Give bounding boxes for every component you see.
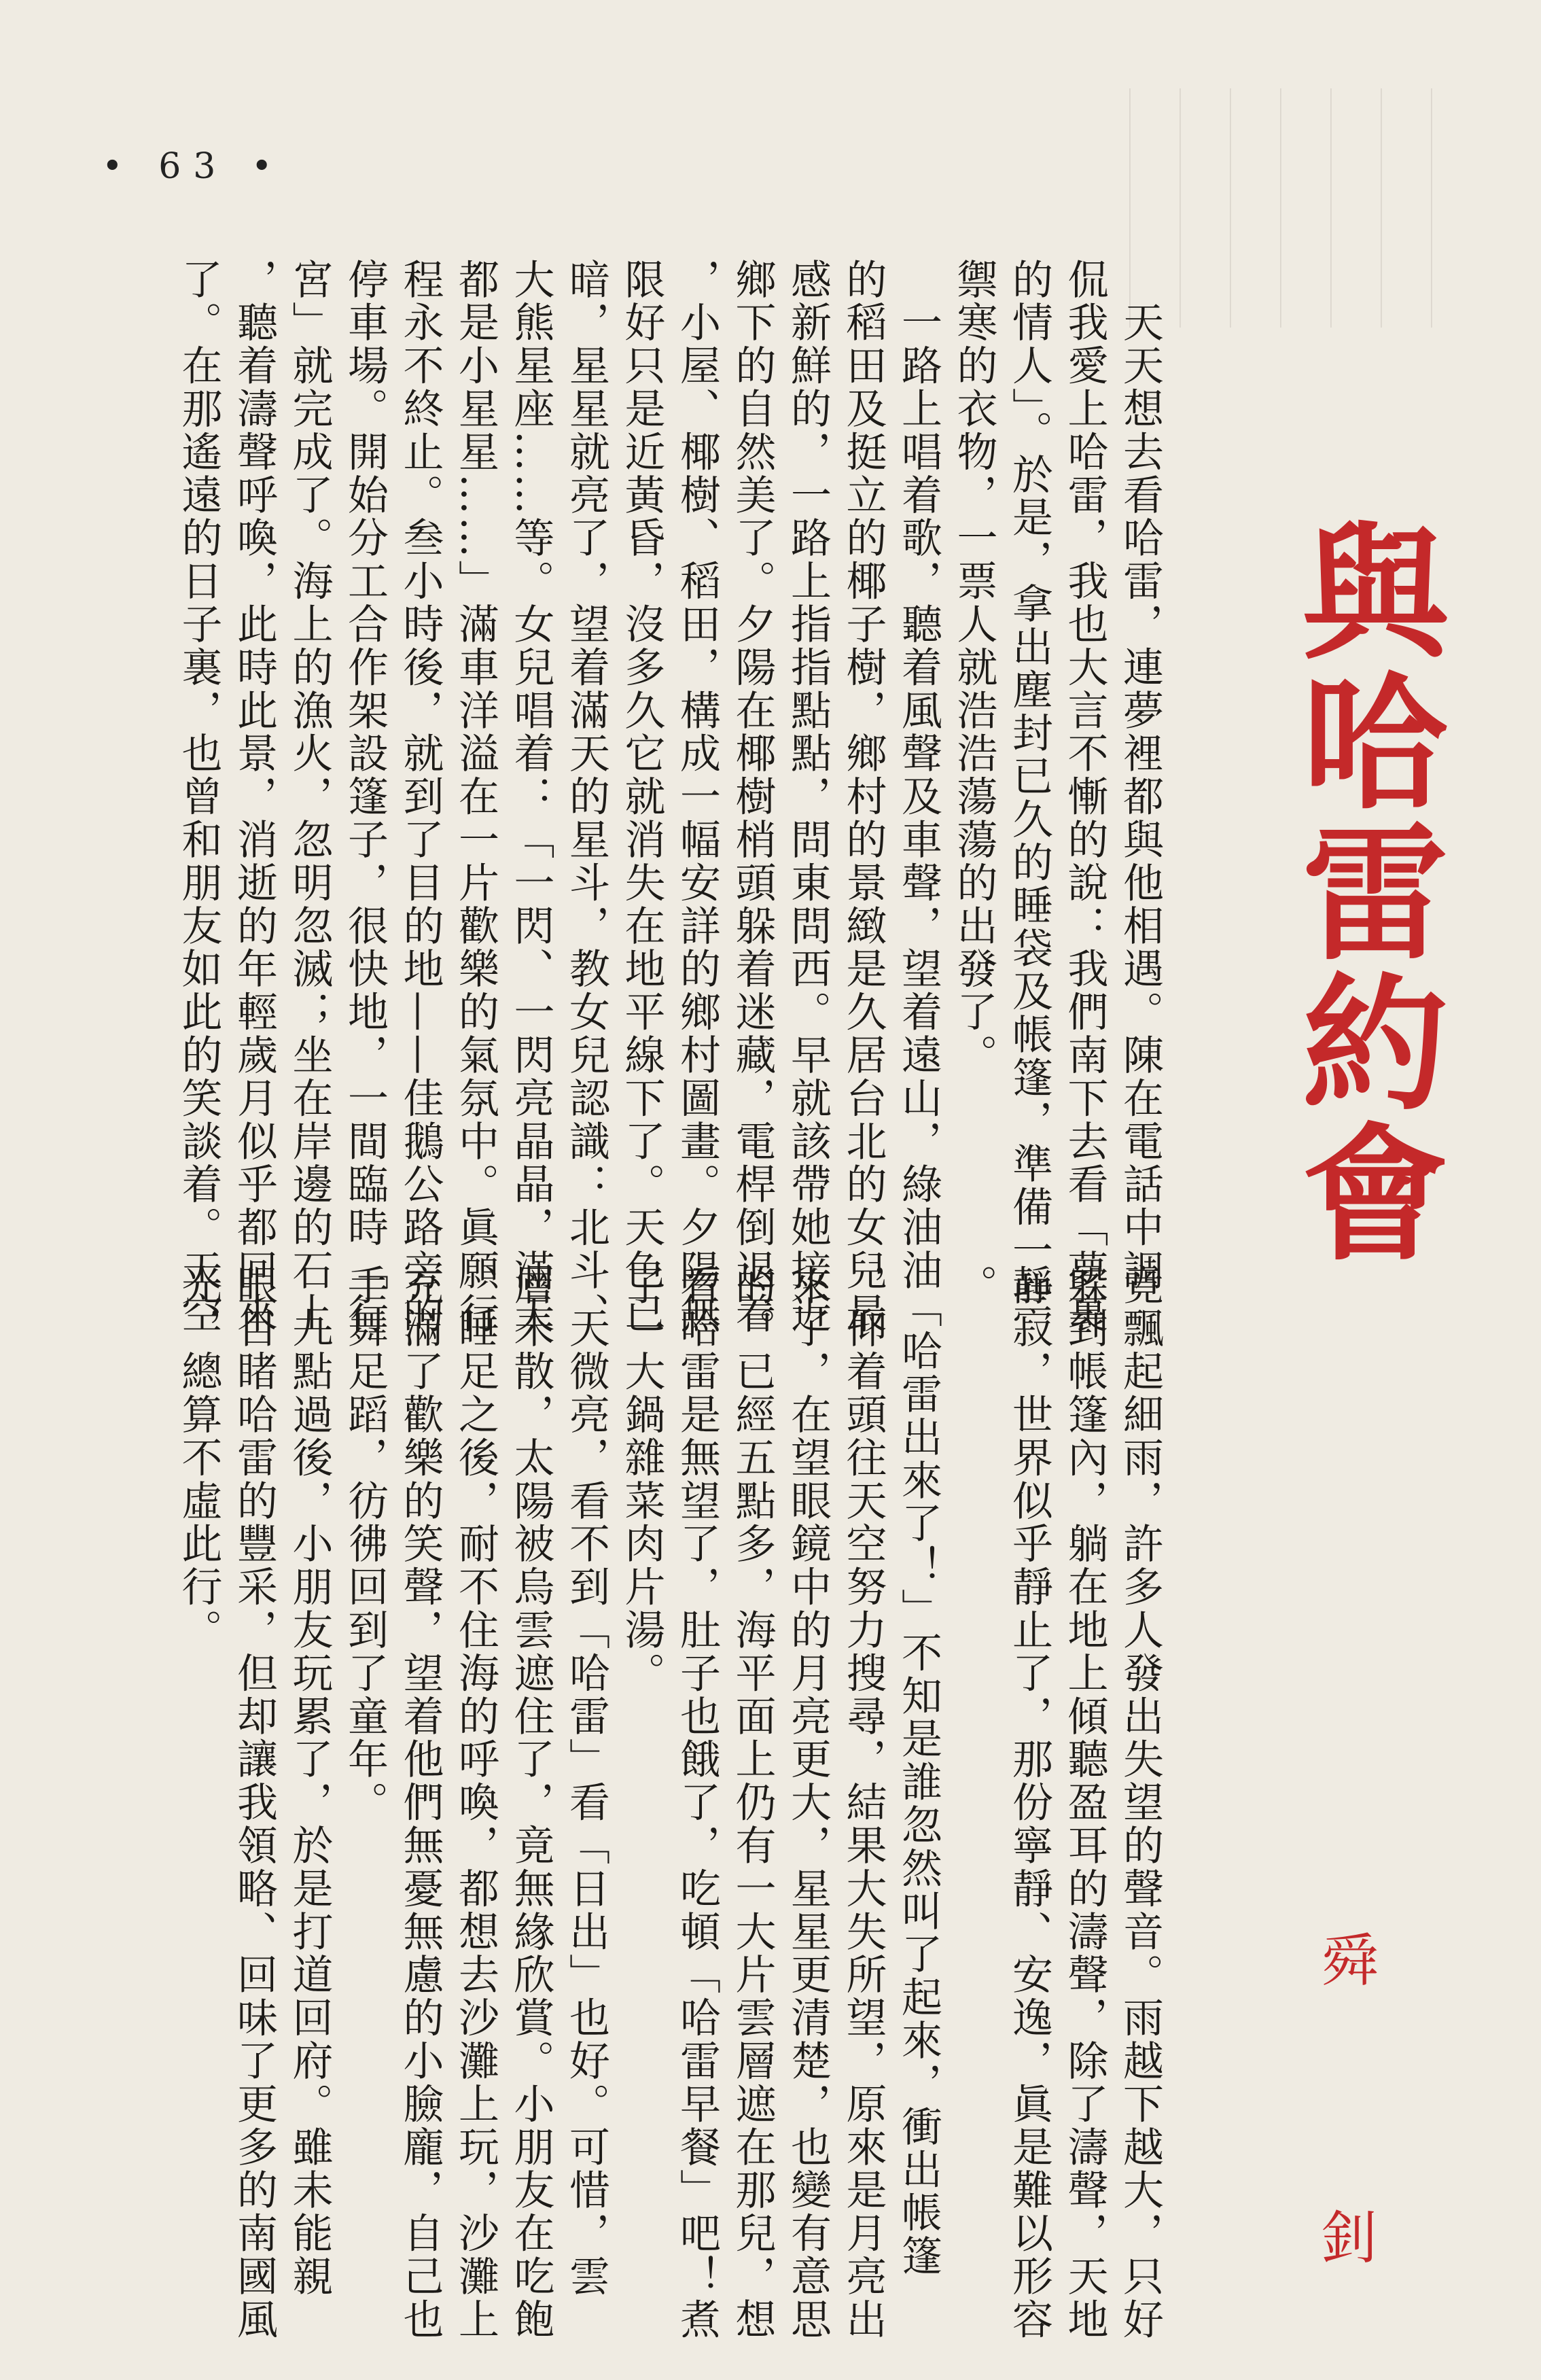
text-column: 、睡足之後，耐不住海的呼喚，都想去沙灘上玩，沙灘上 xyxy=(452,1264,499,2341)
article-body-lower xyxy=(171,1264,1167,2341)
article-title: 與哈雷約會 xyxy=(1278,517,1450,1267)
text-column: 禦寒的衣物，一票人就浩浩蕩蕩的出發了。 xyxy=(950,258,998,1077)
text-column: 了。在那遙遠的日子裏，也曾和朋友如此的笑談着。天空 xyxy=(175,258,223,1335)
bleed-through-texture: ＿＿＿＿＿＿＿＿ ＿＿＿＿＿＿＿＿ ＿＿＿＿＿＿＿＿ ＿＿＿＿＿＿＿＿ ＿＿＿＿＿＿＿＿ ＿＿＿＿＿＿＿＿ ＿＿＿＿＿＿＿＿ xyxy=(1124,88,1460,328)
text-column: ，聽着濤聲呼喚，此時此景，消逝的年輕歲月似乎都回來 xyxy=(230,258,278,1335)
text-column: 限好只是近黃昏，沒多久它就消失在地平線下了。天色已 xyxy=(618,258,666,1335)
text-column: 宮」就完成了。海上的漁火，忽明忽滅；坐在岸邊的石上 xyxy=(285,258,334,1335)
text-column: 光，總算不虛此行。 xyxy=(175,1264,223,1652)
text-column: 一路上唱着歌，聽着風聲及車聲，望着遠山，綠油油 xyxy=(895,258,942,1293)
text-column: 程永不終止。叁小時後，就到了目的地——佳鵝公路旁的 xyxy=(396,258,444,1335)
text-column: 眼目睹哈雷的豐采，但却讓我領略、回味了更多的南國風 xyxy=(230,1264,278,2341)
text-column: 暗，星星就亮了，望着滿天的星斗，教女兒認識：北斗、 xyxy=(563,258,610,1335)
text-column: 侃我愛上哈雷，我也大言不慚的說：我們南下去看「夢裏 xyxy=(1061,258,1109,1335)
text-column: 看哈雷是無望了，肚子也餓了，吃頓「哈雷早餐」吧！煮 xyxy=(673,1264,721,2341)
text-column: 層未散，太陽被烏雲遮住了，竟無緣欣賞。小朋友在吃飽 xyxy=(507,1264,555,2341)
text-column: 天天想去看哈雷，連夢裡都與他相遇。陳在電話中調 xyxy=(1116,258,1164,1293)
text-column: 靜寂，世界似乎靜止了，那份寧靜、安逸，眞是難以形容 xyxy=(1006,1264,1053,2341)
text-column: 的。已經五點多，海平面上仍有一大片雲層遮在那兒，想 xyxy=(728,1264,777,2341)
text-column: 的稻田及挺立的椰子樹，鄉村的景緻是久居台北的女兒最 xyxy=(839,258,887,1335)
text-column: 都是小星星……」滿車洋溢在一片歡樂的氣氛中。眞願行 xyxy=(452,258,499,1335)
text-column: 大熊星座……等。女兒唱着：「一閃、一閃亮晶晶，滿天 xyxy=(507,258,555,1335)
text-column: 竟飄起細雨，許多人發出失望的聲音。雨越下越大，只好 xyxy=(1116,1264,1164,2341)
article-body-upper xyxy=(171,258,1167,1335)
text-column: 天微亮，看不到「哈雷」看「日出」也好。可惜，雲 xyxy=(563,1264,610,2298)
text-column: 了一大鍋雜菜肉片湯。 xyxy=(618,1264,666,1695)
text-column: 「哈雷出來了！」不知是誰忽然叫了起來，衝出帳篷 xyxy=(895,1264,942,2278)
text-column: 躲到帳篷內，躺在地上傾聽盈耳的濤聲，除了濤聲，天地 xyxy=(1061,1264,1109,2341)
page-number: • 63 • xyxy=(102,146,285,187)
text-column: 鄉下的自然美了。夕陽在椰樹梢頭躲着迷藏，電桿倒退着 xyxy=(728,258,777,1335)
text-column: 。 xyxy=(950,1264,998,1308)
text-column: 的情人」。於是，拿出塵封已久的睡袋及帳篷，準備一些 xyxy=(1006,258,1053,1315)
text-column: ，仰着頭往天空努力搜尋，結果大失所望，原來是月亮出 xyxy=(839,1264,887,2341)
text-column: 九點過後，小朋友玩累了，於是打道回府。雖未能親 xyxy=(285,1264,334,2298)
text-column: 手舞足蹈，彷彿回到了童年。 xyxy=(341,1264,389,1825)
text-column: 來了，在望眼鏡中的月亮更大，星星更清楚，也變有意思 xyxy=(784,1264,832,2341)
text-column: 停車場。開始分工合作架設篷子，很快地，一間臨時「行 xyxy=(341,258,389,1335)
text-column: ，小屋、椰樹、稻田，構成一幅安詳的鄉村圖畫。夕陽無 xyxy=(673,258,721,1335)
text-column: 充滿了歡樂的笑聲，望着他們無憂無慮的小臉龐，自己也 xyxy=(396,1264,444,2341)
author-name: 舜 釗 xyxy=(1312,1930,1379,2346)
text-column: 感新鮮的，一路上指指點點，問東問西。早就該帶她接近 xyxy=(784,258,832,1335)
